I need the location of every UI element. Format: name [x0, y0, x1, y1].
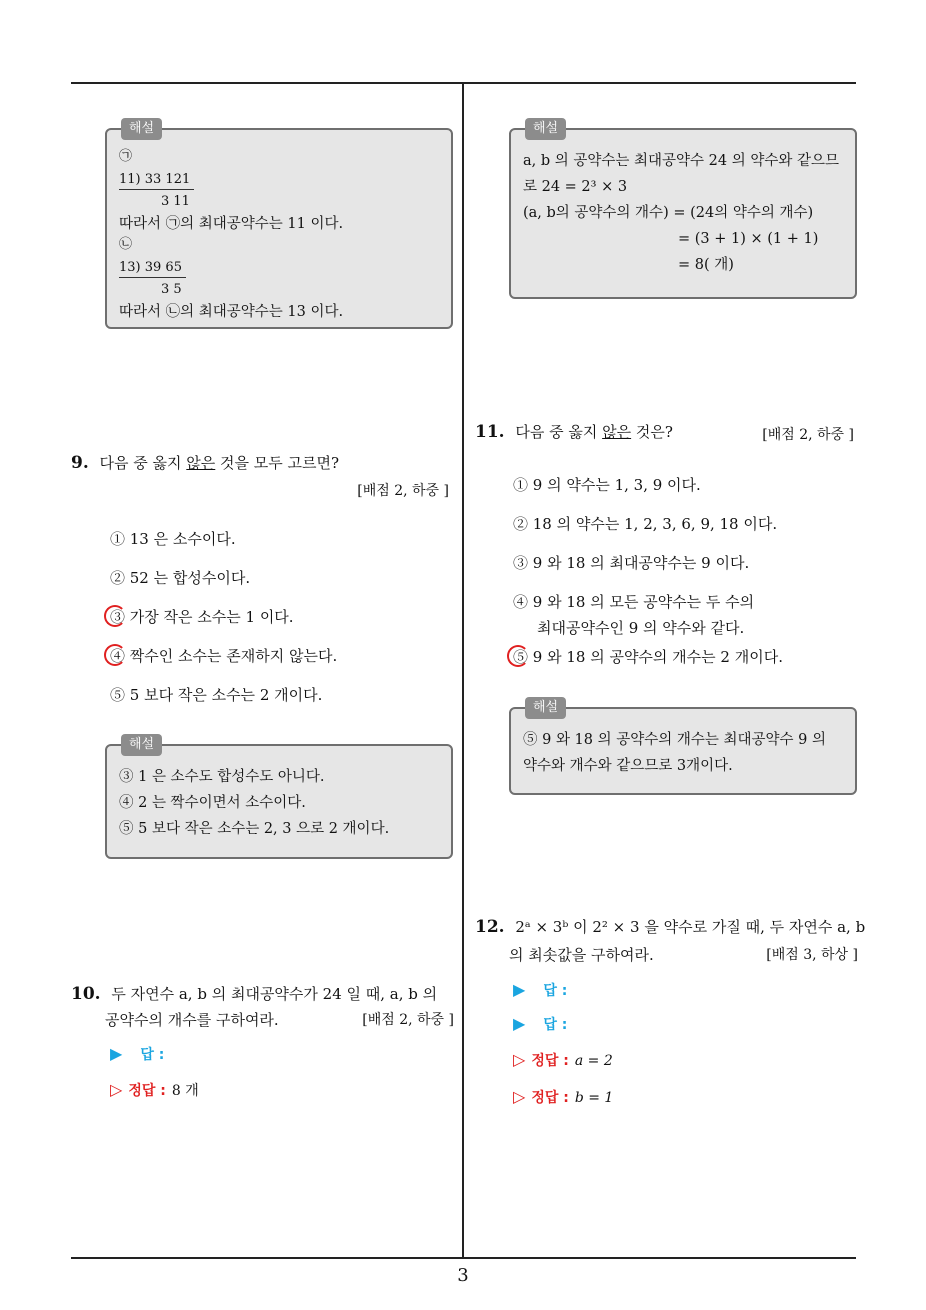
answer-option-1[interactable]: ① 9 의 약수는 1, 3, 9 이다.	[513, 476, 701, 494]
answer-label: 답 :	[140, 1047, 165, 1063]
correct-value: a = 2	[574, 1053, 613, 1069]
question-number: 11.	[475, 422, 505, 442]
page-number: 3	[457, 1265, 469, 1286]
column-divider	[462, 84, 464, 1257]
correct-label: 정답 :	[531, 1053, 569, 1069]
question-9	[71, 452, 339, 473]
question-number: 9.	[71, 453, 89, 473]
question-text-line2: 공약수의 개수를 구하여라.	[105, 1011, 279, 1029]
answer-option-3[interactable]: ③ 가장 작은 소수는 1 이다.	[110, 608, 294, 626]
explain-line: ⑤ 5 보다 작은 소수는 2, 3 으로 2 개이다.	[119, 821, 390, 837]
answer-input[interactable]	[110, 1044, 164, 1064]
answer-option-4-cont: 최대공약수인 9 의 약수와 같다.	[537, 619, 745, 637]
answer-option-2[interactable]: ② 52 는 합성수이다.	[110, 569, 251, 587]
triangle-outline-icon: ▷	[513, 1050, 526, 1069]
explain-line: (a, b의 공약수의 개수) = (24의 약수의 개수)	[523, 205, 814, 221]
explain-line: 11) 33 121	[119, 171, 194, 190]
triangle-outline-icon: ▷	[110, 1080, 123, 1099]
explain-line: 3 11	[161, 194, 190, 209]
answer-input-b[interactable]	[513, 1014, 567, 1034]
explanation-box-q10	[509, 121, 857, 299]
explain-line: = 8( 개)	[678, 257, 734, 273]
explanation-box-q9	[105, 737, 453, 859]
play-icon: ▶	[513, 980, 526, 999]
correct-value: 8 개	[171, 1083, 199, 1099]
correct-label: 정답 :	[128, 1083, 166, 1099]
answer-label: 답 :	[543, 1017, 568, 1033]
score-tag: [배점 2, 하중 ]	[357, 483, 449, 499]
explain-line: 로 24 = 2³ × 3	[523, 179, 628, 195]
explanation-tag: 해설	[525, 118, 566, 140]
explanation-tag: 해설	[121, 118, 162, 140]
answer-option-2[interactable]: ② 18 의 약수는 1, 2, 3, 6, 9, 18 이다.	[513, 515, 778, 533]
correct-value: b = 1	[574, 1090, 614, 1106]
score-tag: [배점 3, 하상 ]	[766, 947, 858, 963]
answer-option-5[interactable]: ⑤ 9 와 18 의 공약수의 개수는 2 개이다.	[513, 648, 783, 666]
explain-line: = (3 + 1) × (1 + 1)	[678, 231, 819, 247]
explain-line: a, b 의 공약수는 최대공약수 24 의 약수와 같으므	[523, 153, 839, 169]
score-tag: [배점 2, 하중 ]	[762, 427, 854, 443]
explain-line: ㉡	[119, 237, 133, 252]
explanation-tag: 해설	[121, 734, 162, 756]
correct-answer-a	[513, 1050, 613, 1070]
selected-mark	[104, 644, 126, 666]
question-text-underlined: 않은	[602, 423, 632, 441]
play-icon: ▶	[110, 1044, 123, 1063]
question-text-line2: 의 최솟값을 구하여라.	[509, 946, 654, 964]
explanation-box-q11	[509, 700, 857, 795]
answer-option-4[interactable]: ④ 짝수인 소수는 존재하지 않는다.	[110, 647, 338, 665]
explain-line: 약수와 개수와 같으므로 3개이다.	[523, 758, 733, 774]
bottom-rule	[71, 1257, 856, 1259]
explain-line: 따라서 ㉠의 최대공약수는 11 이다.	[119, 216, 344, 232]
triangle-outline-icon: ▷	[513, 1087, 526, 1106]
score-tag: [배점 2, 하중 ]	[362, 1012, 454, 1028]
explain-line: 따라서 ㉡의 최대공약수는 13 이다.	[119, 304, 344, 320]
play-icon: ▶	[513, 1014, 526, 1033]
explanation-tag: 해설	[525, 697, 566, 719]
question-text-underlined: 않은	[186, 454, 216, 472]
question-12	[475, 916, 865, 937]
correct-label: 정답 :	[531, 1090, 569, 1106]
answer-input-a[interactable]	[513, 980, 567, 1000]
question-text: 두 자연수 a, b 의 최대공약수가 24 일 때, a, b 의	[111, 985, 438, 1003]
selected-mark	[104, 605, 126, 627]
question-text: 다음 중 옳지	[99, 454, 187, 472]
explanation-box-q8	[105, 121, 453, 329]
answer-option-3[interactable]: ③ 9 와 18 의 최대공약수는 9 이다.	[513, 554, 750, 572]
explain-line: 13) 39 65	[119, 259, 186, 278]
answer-option-1[interactable]: ① 13 은 소수이다.	[110, 530, 236, 548]
correct-answer-b	[513, 1087, 613, 1107]
correct-answer	[110, 1080, 199, 1100]
question-10	[71, 983, 437, 1004]
explain-line: ⑤ 9 와 18 의 공약수의 개수는 최대공약수 9 의	[523, 732, 826, 748]
question-11	[475, 421, 673, 442]
explain-line: ③ 1 은 소수도 합성수도 아니다.	[119, 769, 325, 785]
explain-line: ④ 2 는 짝수이면서 소수이다.	[119, 795, 306, 811]
question-number: 10.	[71, 984, 101, 1004]
question-text: 다음 중 옳지	[515, 423, 603, 441]
answer-option-5[interactable]: ⑤ 5 보다 작은 소수는 2 개이다.	[110, 686, 323, 704]
selected-mark	[507, 645, 529, 667]
explain-line: 3 5	[161, 282, 182, 297]
question-text: 것은?	[631, 423, 673, 441]
explain-line: ㉠	[119, 149, 133, 164]
answer-label: 답 :	[543, 983, 568, 999]
question-text: 2ᵃ × 3ᵇ 이 2² × 3 을 약수로 가질 때, 두 자연수 a, b	[515, 918, 866, 936]
question-text: 것을 모두 고르면?	[215, 454, 340, 472]
answer-option-4[interactable]: ④ 9 와 18 의 모든 공약수는 두 수의	[513, 593, 755, 611]
question-number: 12.	[475, 917, 505, 937]
